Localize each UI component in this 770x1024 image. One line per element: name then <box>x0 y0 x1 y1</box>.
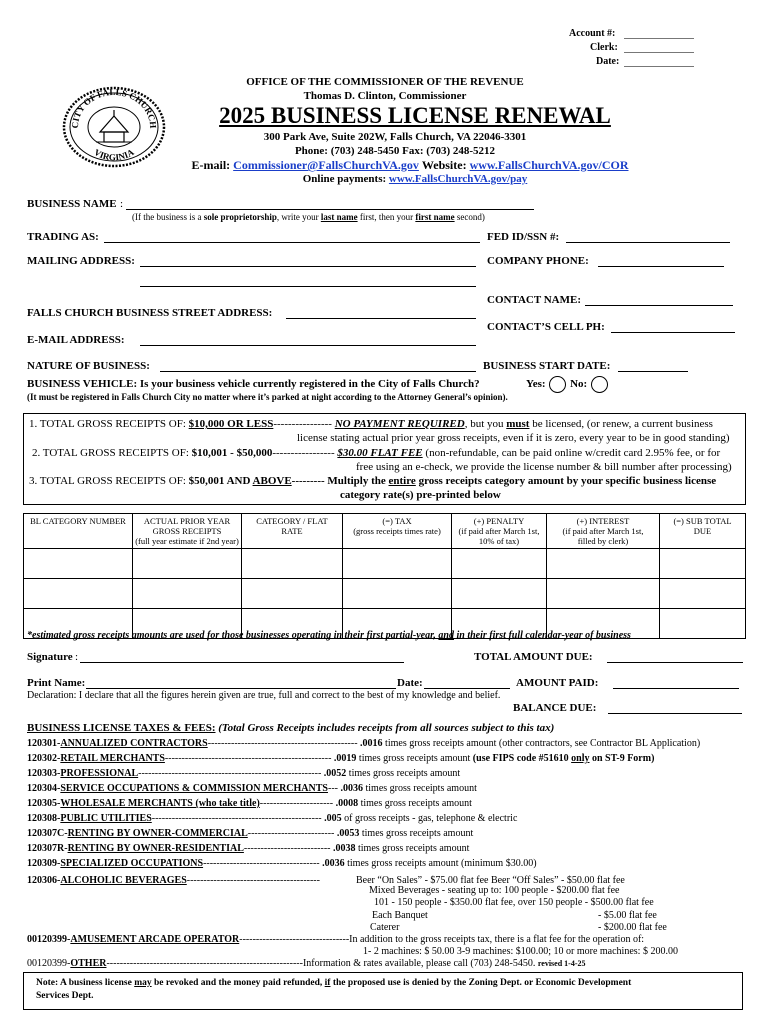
arcade-desc-2: 1- 2 machines: $ 50.00 3-9 machines: $100.00; 10 or more machines: $ 200.00 <box>363 946 678 957</box>
alcohol-line-2: Mixed Beverages - seating up to: 100 people - $200.00 flat fee <box>369 885 620 896</box>
seal-top-text: CITY OF FALLS CHURCH <box>69 86 159 129</box>
receipts-option-3-cont: category rate(s) pre-printed below <box>340 489 501 501</box>
date-field[interactable] <box>624 66 694 67</box>
contact-cell-field[interactable] <box>611 332 735 333</box>
fed-id-label: FED ID/SSN #: <box>487 231 560 243</box>
total-due-field[interactable] <box>607 662 743 663</box>
fee-row: 120305-WHOLESALE MERCHANTS (who take title)---------------------- .0008 times gross receipts amount <box>27 798 472 809</box>
alcohol-line-3: 101 - 150 people - $350.00 flat fee, over 150 people - $500.00 flat fee <box>374 897 654 908</box>
account-field[interactable] <box>624 38 694 39</box>
table-row <box>24 579 746 609</box>
col-subtotal: (=) SUB TOTAL DUE <box>660 514 746 549</box>
col-bl-category: BL CATEGORY NUMBER <box>24 514 133 549</box>
alcohol-line-4: Each Banquet <box>372 910 428 921</box>
business-name-label: BUSINESS NAME <box>27 198 117 210</box>
receipts-option-2: 2. TOTAL GROSS RECEIPTS OF: $10,001 - $50,000----------------- $30.00 FLAT FEE (non-refundable, can be paid online w/credit card 2.95% fee, or for <box>32 447 721 459</box>
nature-field[interactable] <box>160 371 476 372</box>
date-label: Date: <box>596 56 620 67</box>
table-row <box>24 549 746 579</box>
date-sign-field[interactable] <box>424 688 510 689</box>
street-address-field[interactable] <box>286 318 476 319</box>
contact-line <box>0 158 770 173</box>
business-name-field[interactable] <box>126 209 534 210</box>
fee-row: 120303-PROFESSIONAL------------------------------------------------------- .0052 times gross receipts amount <box>27 768 461 779</box>
print-name-label: Print Name: <box>27 677 86 689</box>
start-date-field[interactable] <box>618 371 688 372</box>
online-line <box>0 173 770 185</box>
email-address-field[interactable] <box>140 345 476 346</box>
fee-row: 120307C-RENTING BY OWNER-COMMERCIAL-------------------------- .0053 times gross receipts amount <box>27 828 474 839</box>
contact-name-label: CONTACT NAME: <box>487 294 582 306</box>
fee-row: 120308-PUBLIC UTILITIES--------------------------------------------------- .005 of gross receipts - gas, telephone & electric <box>27 813 518 824</box>
seal-bottom-text: VIRGINIA <box>92 146 136 163</box>
receipts-option-1-cont: license stating actual prior year gross receipts, even if it is zero, every year to be in good standing) <box>297 432 730 444</box>
alcohol-line-5: Caterer <box>370 922 400 933</box>
col-gross-receipts: ACTUAL PRIOR YEAR GROSS RECEIPTS (full year estimate if 2nd year) <box>133 514 242 549</box>
fed-id-field[interactable] <box>566 242 730 243</box>
contact-name-field[interactable] <box>585 305 733 306</box>
trading-as-field[interactable] <box>104 242 480 243</box>
mailing-address-line-2[interactable] <box>140 286 476 287</box>
business-name-note: (If the business is a sole proprietorship, write your last name first, then your first name second) <box>132 212 485 222</box>
balance-due-field[interactable] <box>608 713 742 714</box>
online-label: Online payments: <box>302 173 387 185</box>
office-phone: Phone: (703) 248-5450 Fax: (703) 248-5212 <box>294 145 496 157</box>
alcohol-line-1: Beer “On Sales” - $75.00 flat fee Beer “Off Sales” - $50.00 flat fee <box>356 875 625 886</box>
bl-category-table <box>23 513 746 639</box>
email-link[interactable]: Commissioner@FallsChurchVA.gov <box>233 158 419 172</box>
vehicle-note: (It must be registered in Falls Church City no matter where it’s parked at night according to the Attorney General’s opinion). <box>27 392 508 402</box>
col-penalty: (+) PENALTY (if paid after March 1st, 10% of tax) <box>452 514 547 549</box>
commissioner-name: Thomas D. Clinton, Commissioner <box>303 90 467 102</box>
balance-due-label: BALANCE DUE: <box>513 702 597 714</box>
alcohol-line-4-fee: - $5.00 flat fee <box>598 910 657 921</box>
fee-row-arcade: 00120399-AMUSEMENT ARCADE OPERATOR---------------------------------In addition to the gross receipts tax, there is a flat fee for the operation of: <box>27 934 645 945</box>
office-address: 300 Park Ave, Suite 202W, Falls Church, VA 22046-3301 <box>263 131 527 143</box>
table-header-row <box>24 514 746 549</box>
email-address-label: E-MAIL ADDRESS: <box>27 334 125 346</box>
no-label: No: <box>570 378 588 391</box>
signature-field[interactable] <box>80 662 404 663</box>
contact-cell-label: CONTACT’S CELL PH: <box>487 321 605 333</box>
trading-as-label: TRADING AS: <box>27 231 99 243</box>
nature-label: NATURE OF BUSINESS: <box>27 360 150 372</box>
receipts-option-1: 1. TOTAL GROSS RECEIPTS OF: $10,000 OR LESS---------------- NO PAYMENT REQUIRED, but you must be licensed, (or renew, a current business <box>29 418 713 430</box>
mailing-address-label: MAILING ADDRESS: <box>27 255 135 267</box>
fee-row: 120304-SERVICE OCCUPATIONS & COMMISSION MERCHANTS--- .0036 times gross receipts amount <box>27 783 477 794</box>
page-title: 2025 BUSINESS LICENSE RENEWAL <box>219 103 611 128</box>
receipts-option-3: 3. TOTAL GROSS RECEIPTS OF: $50,001 AND ABOVE--------- Multiply the entire gross receipts category amount by your specific business license <box>29 475 717 487</box>
amount-paid-label: AMOUNT PAID: <box>516 677 599 689</box>
total-due-label: TOTAL AMOUNT DUE: <box>474 651 593 663</box>
col-interest: (+) INTEREST (if paid after March 1st, filled by clerk) <box>547 514 660 549</box>
fee-row: 120309-SPECIALIZED OCCUPATIONS----------------------------------- .0036 times gross receipts amount (minimum $30.00) <box>27 858 537 869</box>
yes-option[interactable] <box>549 376 566 393</box>
vehicle-question: BUSINESS VEHICLE: Is your business vehicle currently registered in the City of Falls Church? <box>27 378 480 390</box>
declaration-text: Declaration: I declare that all the figures herein given are true, full and correct to the best of my knowledge and belief. <box>27 690 501 701</box>
fee-row-alcohol: 120306-ALCOHOLIC BEVERAGES---------------------------------------- <box>27 875 320 886</box>
fee-row: 120301-ANNUALIZED CONTRACTORS--------------------------------------------- .0016 times gross receipts amount (other contractors, see Contractor BL Application) <box>27 738 701 749</box>
start-date-label: BUSINESS START DATE: <box>483 360 611 372</box>
fee-row: 120307R-RENTING BY OWNER-RESIDENTIAL-------------------------- .0038 times gross receipts amount <box>27 843 470 854</box>
email-label: E-mail: <box>191 158 231 172</box>
website-label: Website: <box>421 158 467 172</box>
fee-row: 120302-RETAIL MERCHANTS-------------------------------------------------- .0019 times gross receipts amount (use FIPS code #51610 only on ST-9 Form) <box>27 753 655 764</box>
col-rate: CATEGORY / FLAT RATE <box>242 514 343 549</box>
website-link[interactable]: www.FallsChurchVA.gov/COR <box>469 158 629 172</box>
col-tax: (=) TAX (gross receipts times rate) <box>343 514 452 549</box>
signature-label: Signature <box>27 651 73 663</box>
company-phone-field[interactable] <box>598 266 724 267</box>
date-sign-label: Date: <box>397 677 423 689</box>
online-link[interactable]: www.FallsChurchVA.gov/pay <box>388 173 528 185</box>
office-title: OFFICE OF THE COMMISSIONER OF THE REVENUE <box>246 76 524 88</box>
print-name-field[interactable] <box>86 688 396 689</box>
receipts-option-2-cont: free using an e-check, we provide the license number & bill number after processing) <box>356 461 732 473</box>
estimate-note: *estimated gross receipts amounts are used for those businesses operating in their first partial-year, and in their first full calendar-year of business <box>27 630 631 641</box>
account-label: Account #: <box>569 28 616 39</box>
note-box: Note: A business license may be revoked and the money paid refunded, if the proposed use is denied by the Zoning Dept. or Economic Development Services Dept. <box>23 972 743 1010</box>
amount-paid-field[interactable] <box>613 688 739 689</box>
yes-label: Yes: <box>526 378 546 391</box>
alcohol-line-5-fee: - $200.00 flat fee <box>598 922 667 933</box>
vehicle-yes-no <box>526 376 609 393</box>
street-address-label: FALLS CHURCH BUSINESS STREET ADDRESS: <box>27 307 273 319</box>
fee-row-other: 00120399-OTHER-----------------------------------------------------------Information & rates available, please call (703) 248-5450. revised 1-4-25 <box>27 958 586 969</box>
clerk-label: Clerk: <box>590 42 618 53</box>
clerk-field[interactable] <box>624 52 694 53</box>
company-phone-label: COMPANY PHONE: <box>487 255 589 267</box>
mailing-address-field[interactable] <box>140 266 476 267</box>
fees-heading: BUSINESS LICENSE TAXES & FEES: (Total Gross Receipts includes receipts from all sources subject to this tax) <box>27 722 555 734</box>
no-option[interactable] <box>591 376 608 393</box>
